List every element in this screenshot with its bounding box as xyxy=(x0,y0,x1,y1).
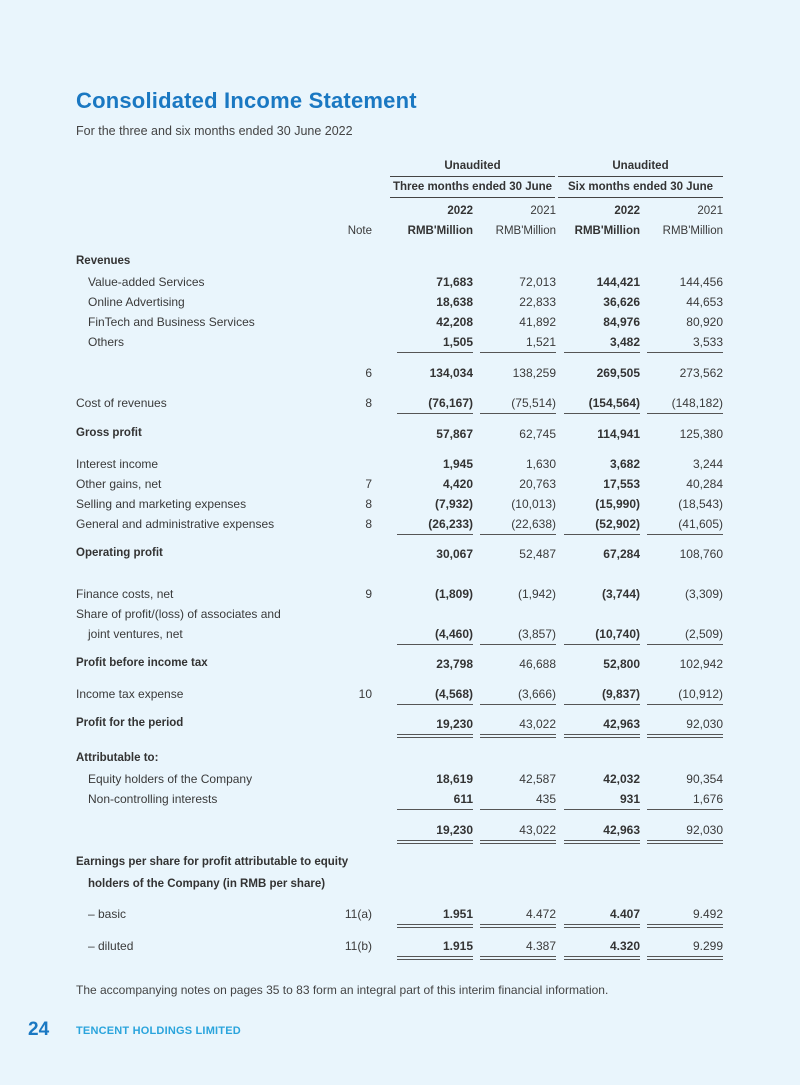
row-value: (4,460) xyxy=(434,627,473,641)
table-row xyxy=(0,477,800,495)
row-value: (18,543) xyxy=(678,497,723,511)
row-label: Equity holders of the Company xyxy=(88,772,253,786)
total-double-underline xyxy=(397,959,473,960)
subtotal-underline xyxy=(564,534,640,535)
row-value: 125,380 xyxy=(679,427,723,441)
row-value: 52,487 xyxy=(519,547,556,561)
subtotal-underline xyxy=(647,704,723,705)
total-double-underline xyxy=(647,956,723,957)
row-note: 10 xyxy=(358,687,372,701)
subtotal-underline xyxy=(397,644,473,645)
row-value: 84,976 xyxy=(603,315,640,329)
row-value: 435 xyxy=(535,792,556,806)
total-double-underline xyxy=(397,737,473,738)
row-value: 43,022 xyxy=(519,823,556,837)
total-double-underline xyxy=(480,927,556,928)
table-row xyxy=(0,792,800,810)
footnote: The accompanying notes on pages 35 to 83 form an integral part of this interim financial information. xyxy=(76,983,609,997)
subtotal-underline xyxy=(564,644,640,645)
row-value: 3,244 xyxy=(692,457,723,471)
row-label: Others xyxy=(88,335,125,349)
row-value: (10,013) xyxy=(511,497,556,511)
subtotal-underline xyxy=(480,704,556,705)
row-value: 1,945 xyxy=(442,457,473,471)
row-value: 3,533 xyxy=(692,335,723,349)
total-double-underline xyxy=(647,840,723,841)
year-header: 2022 xyxy=(447,205,473,217)
row-value: 90,354 xyxy=(686,772,723,786)
subtotal-underline xyxy=(397,534,473,535)
row-note: 8 xyxy=(365,396,372,410)
row-value: (1,942) xyxy=(517,587,556,601)
row-value: (7,932) xyxy=(434,497,473,511)
row-value: 19,230 xyxy=(436,717,473,731)
row-value: 43,022 xyxy=(519,717,556,731)
table-row xyxy=(0,547,800,565)
row-value: (26,233) xyxy=(428,517,473,531)
year-header: 2021 xyxy=(530,205,556,217)
row-value: (1,809) xyxy=(434,587,473,601)
table-row xyxy=(0,335,800,353)
row-value: (75,514) xyxy=(511,396,556,410)
row-value: (10,740) xyxy=(595,627,640,641)
row-label: Attributable to: xyxy=(76,752,159,764)
row-value: 42,587 xyxy=(519,772,556,786)
header-six-months: Six months ended 30 June xyxy=(567,181,714,193)
row-value: 1,630 xyxy=(525,457,556,471)
table-row xyxy=(0,497,800,515)
total-double-underline xyxy=(397,924,473,925)
subtotal-underline xyxy=(564,809,640,810)
total-double-underline xyxy=(564,959,640,960)
row-value: 52,800 xyxy=(603,657,640,671)
row-value: 30,067 xyxy=(436,547,473,561)
total-double-underline xyxy=(647,734,723,735)
row-value: 20,763 xyxy=(519,477,556,491)
total-double-underline xyxy=(480,924,556,925)
header-unaudited-three-months: Unaudited xyxy=(444,160,501,172)
note-header: Note xyxy=(347,225,372,237)
total-double-underline xyxy=(647,737,723,738)
row-label: Cost of revenues xyxy=(76,396,167,410)
row-value: 138,259 xyxy=(512,366,556,380)
total-double-underline xyxy=(647,843,723,844)
table-row xyxy=(0,255,800,273)
row-label: Gross profit xyxy=(76,427,142,439)
row-value: 4,420 xyxy=(442,477,473,491)
total-double-underline xyxy=(480,959,556,960)
header-rule xyxy=(390,197,555,198)
row-value: 92,030 xyxy=(686,717,723,731)
unit-header: RMB'Million xyxy=(574,225,640,237)
row-label: FinTech and Business Services xyxy=(88,315,255,329)
subtotal-underline xyxy=(647,809,723,810)
row-value: (76,167) xyxy=(428,396,473,410)
table-row xyxy=(0,607,800,625)
row-value: 114,941 xyxy=(597,427,640,441)
row-value: 108,760 xyxy=(679,547,723,561)
year-header: 2022 xyxy=(614,205,640,217)
total-double-underline xyxy=(564,737,640,738)
header-rule xyxy=(558,176,723,177)
header-unaudited-six-months: Unaudited xyxy=(612,160,669,172)
total-double-underline xyxy=(397,734,473,735)
row-note: 7 xyxy=(365,477,372,491)
subtotal-underline xyxy=(397,704,473,705)
row-value: 1,521 xyxy=(525,335,556,349)
table-row xyxy=(0,856,800,874)
row-note: 9 xyxy=(365,587,372,601)
subtotal-underline xyxy=(647,413,723,414)
total-double-underline xyxy=(480,840,556,841)
subtotal-underline xyxy=(480,809,556,810)
row-value: 1,676 xyxy=(692,792,723,806)
row-value: 42,208 xyxy=(436,315,473,329)
table-row xyxy=(0,907,800,925)
total-double-underline xyxy=(647,959,723,960)
row-value: 67,284 xyxy=(603,547,640,561)
row-label: Profit before income tax xyxy=(76,657,208,669)
row-value: 102,942 xyxy=(679,657,723,671)
row-value: (10,912) xyxy=(678,687,723,701)
row-label: – diluted xyxy=(88,939,134,953)
total-double-underline xyxy=(397,843,473,844)
row-label: Other gains, net xyxy=(76,477,162,491)
row-value: 1,505 xyxy=(442,335,473,349)
row-label: Profit for the period xyxy=(76,717,184,729)
total-double-underline xyxy=(647,924,723,925)
row-value: 46,688 xyxy=(519,657,556,671)
row-note: 11(a) xyxy=(344,907,372,921)
table-row xyxy=(0,772,800,790)
table-row xyxy=(0,275,800,293)
row-value: 62,745 xyxy=(519,427,556,441)
table-row xyxy=(0,657,800,675)
table-row xyxy=(0,427,800,445)
row-value: 144,456 xyxy=(679,275,723,289)
unit-header: RMB'Million xyxy=(407,225,473,237)
row-value: 22,833 xyxy=(519,295,556,309)
row-value: 19,230 xyxy=(436,823,473,837)
row-label: joint ventures, net xyxy=(88,627,183,641)
subtotal-underline xyxy=(647,352,723,353)
row-value: (154,564) xyxy=(588,396,640,410)
table-row xyxy=(0,939,800,957)
table-row xyxy=(0,457,800,475)
header-rule xyxy=(390,176,555,177)
row-value: 92,030 xyxy=(686,823,723,837)
row-value: 44,653 xyxy=(686,295,723,309)
row-value: (3,744) xyxy=(601,587,640,601)
table-row xyxy=(0,517,800,535)
table-row xyxy=(0,752,800,770)
row-label: Income tax expense xyxy=(76,687,184,701)
table-row xyxy=(0,587,800,605)
total-double-underline xyxy=(480,843,556,844)
total-double-underline xyxy=(397,840,473,841)
total-double-underline xyxy=(564,956,640,957)
row-value: 269,505 xyxy=(596,366,640,380)
row-value: 4.472 xyxy=(525,907,556,921)
row-value: (22,638) xyxy=(511,517,556,531)
header-rule xyxy=(558,197,723,198)
subtotal-underline xyxy=(647,534,723,535)
row-value: 3,482 xyxy=(609,335,640,349)
subtotal-underline xyxy=(480,534,556,535)
unit-header: RMB'Million xyxy=(495,225,556,237)
row-value: 18,638 xyxy=(436,295,473,309)
page-title: Consolidated Income Statement xyxy=(76,88,417,113)
row-value: (148,182) xyxy=(671,396,723,410)
row-value: (52,902) xyxy=(595,517,640,531)
row-value: 273,562 xyxy=(679,366,723,380)
row-value: 3,682 xyxy=(609,457,640,471)
row-value: 72,013 xyxy=(519,275,556,289)
table-row xyxy=(0,396,800,414)
table-row xyxy=(0,627,800,645)
row-value: 80,920 xyxy=(686,315,723,329)
row-label: – basic xyxy=(88,907,127,921)
row-value: 17,553 xyxy=(603,477,640,491)
row-value: 611 xyxy=(453,792,473,806)
page-subtitle: For the three and six months ended 30 June 2022 xyxy=(76,124,353,138)
total-double-underline xyxy=(647,927,723,928)
total-double-underline xyxy=(564,924,640,925)
row-label: holders of the Company (in RMB per share) xyxy=(88,878,326,890)
row-note: 6 xyxy=(365,366,372,380)
row-label: Earnings per share for profit attributable to equity xyxy=(76,856,349,868)
table-row xyxy=(0,878,800,896)
row-value: 36,626 xyxy=(603,295,640,309)
row-value: 4.320 xyxy=(609,939,640,953)
row-value: 42,032 xyxy=(603,772,640,786)
row-value: 9.299 xyxy=(692,939,723,953)
subtotal-underline xyxy=(564,352,640,353)
total-double-underline xyxy=(564,840,640,841)
subtotal-underline xyxy=(480,413,556,414)
row-value: 931 xyxy=(619,792,640,806)
row-value: 144,421 xyxy=(596,275,640,289)
total-double-underline xyxy=(480,956,556,957)
row-value: (3,309) xyxy=(684,587,723,601)
year-header: 2021 xyxy=(697,205,723,217)
row-value: 71,683 xyxy=(436,275,473,289)
row-note: 11(b) xyxy=(344,939,372,953)
table-row xyxy=(0,823,800,841)
row-value: 42,963 xyxy=(603,823,640,837)
row-label: Value-added Services xyxy=(88,275,205,289)
row-value: (41,605) xyxy=(678,517,723,531)
row-value: 41,892 xyxy=(519,315,556,329)
row-label: Online Advertising xyxy=(88,295,185,309)
total-double-underline xyxy=(397,956,473,957)
row-label: Share of profit/(loss) of associates and xyxy=(76,607,281,621)
subtotal-underline xyxy=(397,352,473,353)
row-label: Selling and marketing expenses xyxy=(76,497,247,511)
row-value: (4,568) xyxy=(434,687,473,701)
row-value: (15,990) xyxy=(595,497,640,511)
total-double-underline xyxy=(397,927,473,928)
row-value: 57,867 xyxy=(436,427,473,441)
subtotal-underline xyxy=(397,809,473,810)
subtotal-underline xyxy=(564,704,640,705)
table-row xyxy=(0,717,800,735)
header-three-months: Three months ended 30 June xyxy=(392,181,553,193)
row-value: (3,857) xyxy=(517,627,556,641)
total-double-underline xyxy=(564,927,640,928)
row-value: 1.951 xyxy=(442,907,473,921)
row-value: 23,798 xyxy=(436,657,473,671)
row-note: 8 xyxy=(365,517,372,531)
row-value: 4.407 xyxy=(609,907,640,921)
subtotal-underline xyxy=(564,413,640,414)
row-value: 9.492 xyxy=(692,907,723,921)
row-label: General and administrative expenses xyxy=(76,517,275,531)
table-row xyxy=(0,295,800,313)
row-value: (9,837) xyxy=(601,687,640,701)
row-value: 1.915 xyxy=(442,939,473,953)
row-label: Non-controlling interests xyxy=(88,792,218,806)
subtotal-underline xyxy=(480,644,556,645)
total-double-underline xyxy=(564,843,640,844)
row-label: Operating profit xyxy=(76,547,163,559)
table-row xyxy=(0,687,800,705)
subtotal-underline xyxy=(397,413,473,414)
total-double-underline xyxy=(480,734,556,735)
row-label: Finance costs, net xyxy=(76,587,174,601)
row-note: 8 xyxy=(365,497,372,511)
total-double-underline xyxy=(564,734,640,735)
table-row xyxy=(0,315,800,333)
subtotal-underline xyxy=(647,644,723,645)
row-value: (2,509) xyxy=(684,627,723,641)
subtotal-underline xyxy=(480,352,556,353)
row-value: 134,034 xyxy=(429,366,473,380)
row-value: 18,619 xyxy=(436,772,473,786)
row-value: 40,284 xyxy=(686,477,723,491)
row-value: (3,666) xyxy=(517,687,556,701)
company-name: TENCENT HOLDINGS LIMITED xyxy=(76,1025,241,1037)
row-label: Revenues xyxy=(76,255,131,267)
total-double-underline xyxy=(480,737,556,738)
row-value: 4.387 xyxy=(525,939,556,953)
row-label: Interest income xyxy=(76,457,159,471)
row-value: 42,963 xyxy=(603,717,640,731)
unit-header: RMB'Million xyxy=(662,225,723,237)
page-number: 24 xyxy=(28,1019,50,1040)
table-row xyxy=(0,366,800,384)
